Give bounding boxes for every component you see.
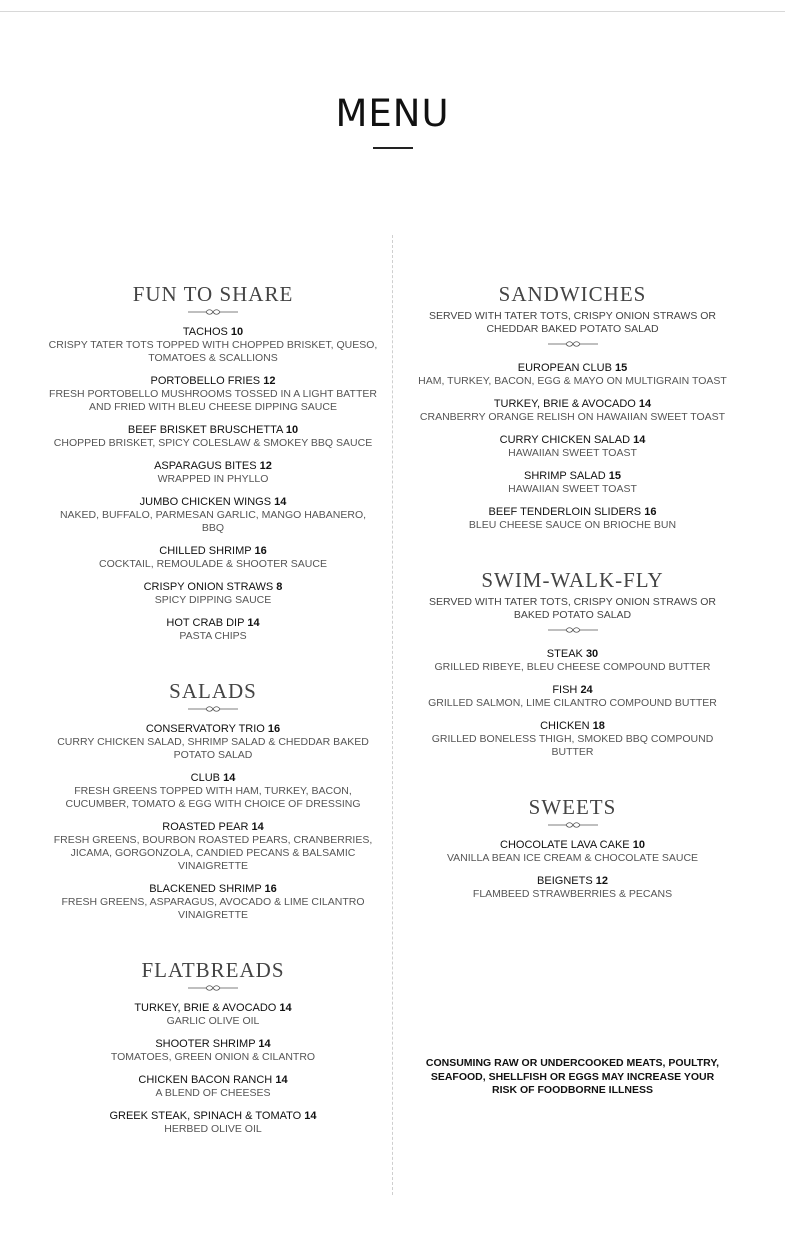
menu-item-description: FRESH GREENS TOPPED WITH HAM, TURKEY, BACON, CUCUMBER, TOMATO & EGG WITH CHOICE OF DRESSING bbox=[65, 785, 361, 810]
menu-item-price: 15 bbox=[608, 470, 622, 482]
menu-item-description: FRESH GREENS, ASPARAGUS, AVOCADO & LIME CILANTRO VINAIGRETTE bbox=[61, 896, 365, 921]
menu-item-name: CHOCOLATE LAVA CAKE bbox=[500, 839, 630, 851]
menu-item-description: GRILLED BONELESS THIGH, SMOKED BBQ COMPOUND BUTTER bbox=[431, 733, 714, 758]
menu-item-name: CHILLED SHRIMP bbox=[159, 545, 252, 557]
menu-item-description: HAWAIIAN SWEET TOAST bbox=[508, 483, 637, 495]
section-title: SALADS bbox=[169, 679, 257, 703]
menu-item-price: 16 bbox=[644, 506, 657, 518]
menu-item bbox=[48, 821, 378, 873]
menu-item-description: HERBED OLIVE OIL bbox=[164, 1123, 262, 1135]
menu-item-heading bbox=[48, 883, 378, 896]
menu-item-name: STEAK bbox=[546, 648, 583, 660]
menu-item-name: CLUB bbox=[190, 772, 221, 784]
menu-item-price: 15 bbox=[614, 362, 628, 374]
menu-item-price: 10 bbox=[230, 326, 244, 338]
menu-item-price: 14 bbox=[304, 1110, 317, 1122]
menu-item-name: CRISPY ONION STRAWS bbox=[143, 581, 274, 593]
title-underline bbox=[373, 147, 413, 149]
menu-item-description: CURRY CHICKEN SALAD, SHRIMP SALAD & CHEDDAR BAKED POTATO SALAD bbox=[57, 736, 369, 761]
menu-item-description: TOMATOES, GREEN ONION & CILANTRO bbox=[110, 1051, 316, 1063]
menu-item bbox=[410, 839, 735, 865]
menu-item-name: PORTOBELLO FRIES bbox=[150, 375, 261, 387]
menu-item-heading bbox=[48, 460, 378, 473]
menu-item-name: SHRIMP SALAD bbox=[523, 470, 606, 482]
menu-item-name: ASPARAGUS BITES bbox=[154, 460, 257, 472]
menu-item-description: FLAMBEED STRAWBERRIES & PECANS bbox=[472, 888, 673, 900]
menu-item-price: 14 bbox=[633, 434, 646, 446]
menu-item bbox=[48, 617, 378, 643]
menu-item-price: 10 bbox=[632, 839, 645, 851]
menu-item-heading bbox=[48, 424, 378, 437]
menu-item-description: GARLIC OLIVE OIL bbox=[166, 1015, 260, 1027]
food-safety-warning: CONSUMING RAW OR UNDERCOOKED MEATS, POULTRY, SEAFOOD, SHELLFISH OR EGGS MAY INCREASE YOUR RISK OF FOODBORNE ILLNESS bbox=[425, 1057, 720, 1096]
menu-item-price: 12 bbox=[259, 460, 272, 472]
menu-item bbox=[410, 398, 735, 424]
section-sweets bbox=[410, 795, 735, 901]
section-subtitle: SERVED WITH TATER TOTS, CRISPY ONION STRAWS OR CHEDDAR BAKED POTATO SALAD bbox=[428, 310, 717, 335]
section-subtitle: SERVED WITH TATER TOTS, CRISPY ONION STRAWS OR BAKED POTATO SALAD bbox=[428, 596, 717, 621]
menu-item bbox=[48, 883, 378, 922]
menu-item-description: FRESH GREENS, BOURBON ROASTED PEARS, CRANBERRIES, JICAMA, GORGONZOLA, CANDIED PECANS & BALSAMIC VINAIGRETTE bbox=[53, 834, 373, 872]
section-title: FUN TO SHARE bbox=[132, 282, 294, 306]
menu-item-description: GRILLED SALMON, LIME CILANTRO COMPOUND BUTTER bbox=[428, 697, 717, 709]
menu-item-name: TACHOS bbox=[182, 326, 228, 338]
menu-item-description: A BLEND OF CHEESES bbox=[155, 1087, 271, 1099]
menu-item bbox=[410, 506, 735, 532]
menu-item-heading bbox=[410, 398, 735, 411]
menu-item-description: HAWAIIAN SWEET TOAST bbox=[508, 447, 637, 459]
menu-item-heading bbox=[48, 772, 378, 785]
page-title: MENU bbox=[335, 92, 450, 135]
menu-item bbox=[410, 362, 735, 388]
menu-item-name: BLACKENED SHRIMP bbox=[149, 883, 262, 895]
menu-item-heading bbox=[410, 648, 735, 661]
menu-item-name: HOT CRAB DIP bbox=[166, 617, 245, 629]
menu-item-heading bbox=[48, 375, 378, 388]
menu-item bbox=[48, 1002, 378, 1028]
section-title: SWEETS bbox=[528, 795, 617, 819]
menu-item-heading bbox=[48, 821, 378, 834]
menu-item-name: CONSERVATORY TRIO bbox=[145, 723, 265, 735]
menu-item-price: 14 bbox=[638, 398, 652, 410]
menu-item-heading bbox=[48, 496, 378, 509]
menu-item-heading bbox=[410, 506, 735, 519]
column-divider bbox=[392, 235, 393, 1195]
menu-item bbox=[48, 424, 378, 450]
menu-item bbox=[410, 875, 735, 901]
menu-item-description: PASTA CHIPS bbox=[179, 630, 247, 642]
menu-item-name: BEEF TENDERLOIN SLIDERS bbox=[488, 506, 642, 518]
menu-item-heading bbox=[48, 1038, 378, 1051]
menu-item bbox=[410, 684, 735, 710]
menu-item-description: WRAPPED IN PHYLLO bbox=[157, 473, 269, 485]
menu-item-heading bbox=[410, 684, 735, 697]
section-title: FLATBREADS bbox=[141, 958, 285, 982]
menu-item bbox=[48, 1038, 378, 1064]
flourish-ornament bbox=[547, 626, 599, 634]
menu-item-description: SPICY DIPPING SAUCE bbox=[154, 594, 272, 606]
menu-item bbox=[48, 723, 378, 762]
menu-item bbox=[48, 581, 378, 607]
menu-item bbox=[48, 326, 378, 365]
menu-item-name: GREEK STEAK, SPINACH & TOMATO bbox=[109, 1110, 302, 1122]
menu-item-price: 8 bbox=[276, 581, 283, 593]
menu-item bbox=[48, 772, 378, 811]
menu-item-heading bbox=[410, 470, 735, 483]
menu-item-heading bbox=[48, 581, 378, 594]
menu-item-name: CURRY CHICKEN SALAD bbox=[499, 434, 631, 446]
menu-item bbox=[48, 1110, 378, 1136]
menu-item bbox=[48, 460, 378, 486]
menu-item-description: VANILLA BEAN ICE CREAM & CHOCOLATE SAUCE bbox=[446, 852, 699, 864]
menu-item-price: 24 bbox=[580, 684, 593, 696]
menu-item bbox=[48, 375, 378, 414]
menu-item-heading bbox=[410, 839, 735, 852]
menu-item-price: 18 bbox=[592, 720, 605, 732]
menu-item-name: ROASTED PEAR bbox=[162, 821, 249, 833]
menu-item-heading bbox=[48, 1002, 378, 1015]
menu-item-price: 14 bbox=[258, 1038, 271, 1050]
menu-item-name: BEEF BRISKET BRUSCHETTA bbox=[127, 424, 283, 436]
menu-item bbox=[48, 545, 378, 571]
menu-item-name: JUMBO CHICKEN WINGS bbox=[139, 496, 272, 508]
menu-item-price: 14 bbox=[223, 772, 236, 784]
menu-item-description: CRISPY TATER TOTS TOPPED WITH CHOPPED BRISKET, QUESO, TOMATOES & SCALLIONS bbox=[48, 339, 378, 364]
menu-item-name: FISH bbox=[552, 684, 578, 696]
menu-item-name: SHOOTER SHRIMP bbox=[155, 1038, 256, 1050]
menu-item-price: 16 bbox=[267, 723, 281, 735]
menu-item-description: NAKED, BUFFALO, PARMESAN GARLIC, MANGO HABANERO, BBQ bbox=[59, 509, 367, 534]
flourish-ornament bbox=[547, 821, 599, 829]
menu-item-heading bbox=[48, 545, 378, 558]
menu-item-price: 30 bbox=[585, 648, 599, 660]
menu-item-description: BLEU CHEESE SAUCE ON BRIOCHE BUN bbox=[468, 519, 677, 531]
menu-item-description: CHOPPED BRISKET, SPICY COLESLAW & SMOKEY BBQ SAUCE bbox=[53, 437, 373, 449]
menu-item-price: 14 bbox=[251, 821, 264, 833]
menu-item-heading bbox=[410, 434, 735, 447]
menu-item-name: TURKEY, BRIE & AVOCADO bbox=[134, 1002, 277, 1014]
menu-item-name: TURKEY, BRIE & AVOCADO bbox=[493, 398, 636, 410]
menu-item-price: 12 bbox=[263, 375, 276, 387]
menu-item-price: 14 bbox=[274, 496, 287, 508]
menu-item-description: GRILLED RIBEYE, BLEU CHEESE COMPOUND BUTTER bbox=[434, 661, 711, 673]
menu-item-name: BEIGNETS bbox=[537, 875, 593, 887]
menu-item-heading bbox=[410, 875, 735, 888]
menu-item-price: 10 bbox=[285, 424, 299, 436]
menu-item bbox=[48, 496, 378, 535]
flourish-ornament bbox=[187, 984, 239, 992]
section-swim-walk-fly bbox=[410, 568, 735, 759]
menu-item-name: EUROPEAN CLUB bbox=[517, 362, 612, 374]
menu-item bbox=[410, 648, 735, 674]
menu-item-price: 14 bbox=[247, 617, 260, 629]
menu-item-price: 12 bbox=[595, 875, 608, 887]
menu-item-price: 14 bbox=[279, 1002, 292, 1014]
menu-item-description: COCKTAIL, REMOULADE & SHOOTER SAUCE bbox=[99, 558, 327, 570]
menu-item-name: CHICKEN bbox=[540, 720, 590, 732]
menu-item-heading bbox=[48, 617, 378, 630]
left-column bbox=[48, 282, 378, 1172]
flourish-ornament bbox=[187, 308, 239, 316]
menu-item-heading bbox=[48, 1074, 378, 1087]
section-flatbreads bbox=[48, 958, 378, 1136]
menu-item-heading bbox=[48, 326, 378, 339]
menu-item bbox=[48, 1074, 378, 1100]
menu-item-description: CRANBERRY ORANGE RELISH ON HAWAIIAN SWEET TOAST bbox=[419, 411, 726, 423]
menu-item-description: HAM, TURKEY, BACON, EGG & MAYO ON MULTIGRAIN TOAST bbox=[418, 375, 727, 387]
menu-item-price: 16 bbox=[254, 545, 267, 557]
menu-item-description: FRESH PORTOBELLO MUSHROOMS TOSSED IN A LIGHT BATTER AND FRIED WITH BLEU CHEESE DIPPING SAUCE bbox=[49, 388, 377, 413]
menu-item-heading bbox=[410, 720, 735, 733]
menu-item bbox=[410, 720, 735, 759]
menu-item-price: 16 bbox=[264, 883, 277, 895]
flourish-ornament bbox=[187, 705, 239, 713]
menu-item-heading bbox=[410, 362, 735, 375]
section-title: SANDWICHES bbox=[498, 282, 647, 306]
menu-item-heading bbox=[48, 1110, 378, 1123]
menu-item-heading bbox=[48, 723, 378, 736]
section-salads bbox=[48, 679, 378, 922]
menu-item-price: 14 bbox=[275, 1074, 288, 1086]
section-title: SWIM-WALK-FLY bbox=[481, 568, 664, 592]
right-column bbox=[410, 282, 735, 937]
menu-item-name: CHICKEN BACON RANCH bbox=[138, 1074, 273, 1086]
flourish-ornament bbox=[547, 340, 599, 348]
section-sandwiches bbox=[410, 282, 735, 532]
top-border-rule bbox=[0, 11, 785, 12]
menu-item bbox=[410, 470, 735, 496]
menu-item bbox=[410, 434, 735, 460]
section-fun-to-share bbox=[48, 282, 378, 643]
